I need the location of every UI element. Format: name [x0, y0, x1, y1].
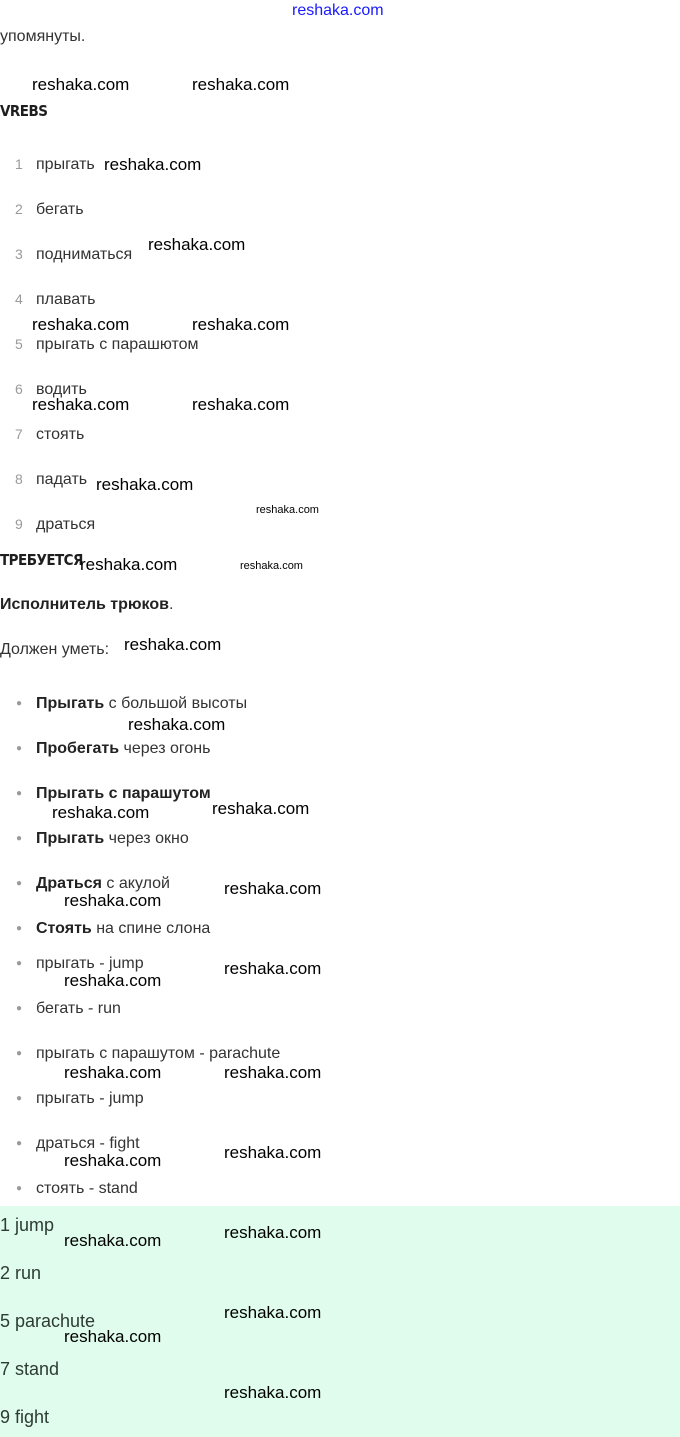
- item-text: прыгать с парашутом - parachute: [36, 1045, 281, 1062]
- item-text: драться - fight: [36, 1135, 140, 1152]
- item-bold: Прыгать: [36, 830, 105, 847]
- bullet-icon: ●: [16, 1138, 23, 1149]
- item-number: 1: [15, 156, 23, 172]
- item-number: 3: [15, 246, 23, 262]
- item-bold: Стоять: [36, 920, 92, 937]
- watermark-text: reshaka.com: [64, 891, 162, 910]
- watermark-text: reshaka.com: [64, 971, 162, 990]
- watermark-text: reshaka.com: [192, 395, 290, 414]
- bullet-icon: ●: [16, 1183, 23, 1194]
- watermark-text: reshaka.com: [128, 715, 226, 734]
- position-line: [0, 596, 173, 614]
- watermark-text: reshaka.com: [224, 1303, 322, 1322]
- watermark-text: reshaka.com: [124, 635, 222, 654]
- watermark-text: reshaka.com: [148, 235, 246, 254]
- item-text: бегать - run: [36, 1000, 121, 1017]
- item-text: плавать: [36, 291, 96, 308]
- item-number: 5: [15, 336, 23, 352]
- item-text: [36, 920, 210, 938]
- watermark-text: reshaka.com: [224, 1223, 322, 1242]
- verbs-heading: VREBS: [0, 102, 48, 120]
- watermark-text: reshaka.com: [52, 803, 150, 822]
- watermark-text: reshaka.com: [32, 75, 130, 94]
- item-text: стоять: [36, 426, 85, 443]
- watermark-text: reshaka.com: [64, 1063, 162, 1082]
- watermark-text: reshaka.com: [96, 475, 194, 494]
- item-bold: Прыгать с парашутом: [36, 785, 211, 802]
- item-number: 2: [15, 201, 23, 217]
- watermark-text: reshaka.com: [104, 155, 202, 174]
- bullet-icon: ●: [16, 958, 23, 969]
- item-number: 8: [15, 471, 23, 487]
- item-text: [36, 785, 211, 803]
- item-text: подниматься: [36, 246, 133, 263]
- watermark-text: reshaka.com: [32, 395, 130, 414]
- requirements-intro: Должен уметь:: [0, 641, 110, 658]
- bullet-icon: ●: [16, 788, 23, 799]
- intro-text: упомянуты.: [0, 28, 86, 45]
- watermark-text: reshaka.com: [80, 555, 178, 574]
- item-text: драться: [36, 516, 96, 533]
- item-rest: через огонь: [119, 740, 211, 757]
- answer-line: 2 run: [0, 1263, 42, 1283]
- item-bold: Пробегать: [36, 740, 120, 757]
- item-text: бегать: [36, 201, 84, 218]
- bullet-icon: ●: [16, 923, 23, 934]
- item-bold: Прыгать: [36, 695, 105, 712]
- bullet-icon: ●: [16, 1093, 23, 1104]
- watermark-text: reshaka.com: [224, 959, 322, 978]
- watermark-text: reshaka.com: [224, 1143, 322, 1162]
- item-text: прыгать с парашютом: [36, 336, 199, 353]
- answer-line: 5 parachute: [0, 1311, 96, 1331]
- watermark-text: reshaka.com: [32, 315, 130, 334]
- watermark-text: reshaka.com: [224, 1383, 322, 1402]
- item-text: [36, 830, 189, 848]
- top-watermark: reshaka.com: [292, 2, 384, 19]
- item-text: [36, 695, 247, 713]
- item-text: [36, 740, 210, 758]
- item-number: 9: [15, 516, 23, 532]
- watermark-text: reshaka.com: [192, 315, 290, 334]
- item-text: падать: [36, 471, 88, 488]
- required-heading: ТРЕБУЕТСЯ: [0, 551, 83, 569]
- watermark-text: reshaka.com: [224, 879, 322, 898]
- item-text: прыгать - jump: [36, 955, 144, 972]
- item-rest: с большой высоты: [104, 695, 248, 712]
- position-title: Исполнитель трюков: [0, 596, 169, 613]
- item-number: 6: [15, 381, 23, 397]
- bullet-icon: ●: [16, 743, 23, 754]
- item-number: 4: [15, 291, 23, 307]
- item-text: стоять - stand: [36, 1180, 138, 1197]
- position-tail: .: [168, 596, 174, 613]
- watermark-text: reshaka.com: [64, 1327, 162, 1346]
- bullet-icon: ●: [16, 878, 23, 889]
- item-rest: на спине слона: [91, 920, 211, 937]
- item-text: прыгать: [36, 156, 95, 173]
- watermark-text: reshaka.com: [64, 1231, 162, 1250]
- answer-line: 1 jump: [0, 1215, 55, 1235]
- item-text: прыгать - jump: [36, 1090, 144, 1107]
- item-number: 7: [15, 426, 23, 442]
- watermark-text: reshaka.com: [224, 1063, 322, 1082]
- watermark-text: reshaka.com: [64, 1151, 162, 1170]
- answer-line: 9 fight: [0, 1407, 50, 1427]
- bullet-icon: ●: [16, 1003, 23, 1014]
- answer-line: 7 stand: [0, 1359, 60, 1379]
- watermark-text: reshaka.com: [256, 504, 319, 516]
- bullet-icon: ●: [16, 698, 23, 709]
- watermark-text: reshaka.com: [240, 560, 303, 572]
- bullet-icon: ●: [16, 1048, 23, 1059]
- bullet-icon: ●: [16, 833, 23, 844]
- item-bold: Драться: [36, 875, 102, 892]
- item-rest: через окно: [104, 830, 189, 847]
- watermark-text: reshaka.com: [212, 799, 310, 818]
- item-text: водить: [36, 381, 87, 398]
- item-rest: с акулой: [101, 875, 170, 892]
- watermark-text: reshaka.com: [192, 75, 290, 94]
